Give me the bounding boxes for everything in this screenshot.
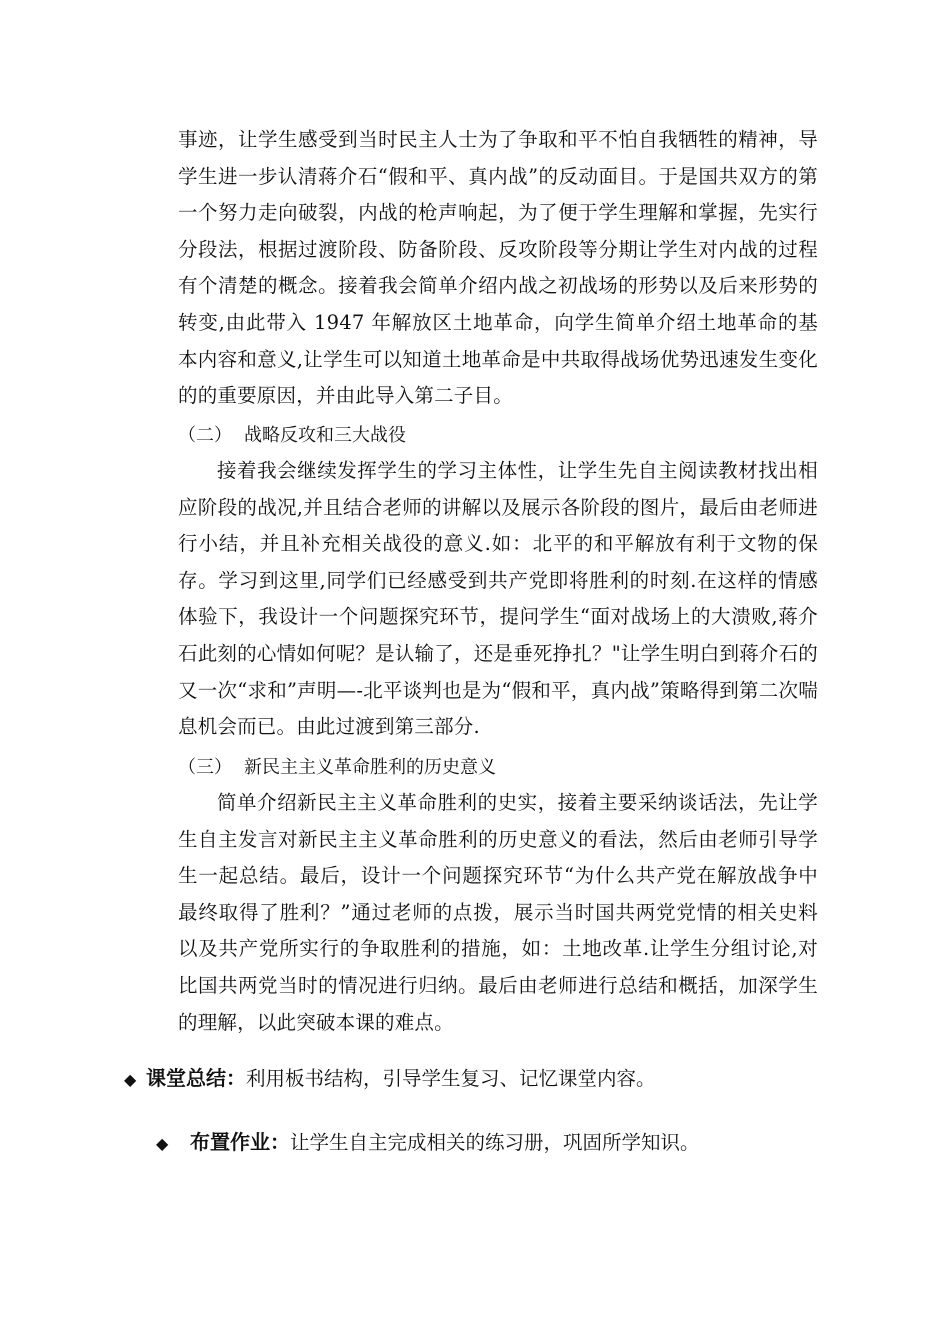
paragraph-historical-significance: 简单介绍新民主主义革命胜利的史实，接着主要采纳谈话法，先让学生自主发言对新民主主义革命胜利的历史意义的看法，然后由老师引导学生一起总结。最后，设计一个问题探究环节“为什么共产党在解放战争中最终取得了胜利？”通过老师的点拨，展示当时国共两党党情的相关史料以及共产党所实行的争取胜利的措施，如：土地改革.让学生分组讨论,对比国共两党当时的情况进行归纳。最后由老师进行总结和概括，加深学生的理解，以此突破本课的难点。 [178, 791, 818, 1034]
summary-text: 利用板书结构，引导学生复习、记忆课堂内容。 [246, 1067, 656, 1090]
section-number: （三） [178, 757, 232, 778]
paragraph-civil-war-intro: 事迹，让学生感受到当时民主人士为了争取和平不怕自我牺牲的精神，导学生进一步认清蒋介石“假和平、真内战”的反动面目。于是国共双方的第一个努力走向破裂，内战的枪声响起，为了便于学生理解和掌握，先实行分段法，根据过渡阶段、防备阶段、反攻阶段等分期让学生对内战的过程有个清楚的概念。接着我会简单介绍内战之初战场的形势以及后来形势的转变,由此带入 1947 年解放区土地革命，向学生简单介绍土地革命的基本内容和意义,让学生可以知道土地革命是中共取得战场优势迅速发生变化的的重要原因，并由此导入第二子目。 [178, 128, 818, 408]
homework-assignment [156, 1127, 700, 1159]
diamond-bullet-icon: ◆ [124, 1070, 137, 1089]
summary-label: 课堂总结： [146, 1066, 246, 1090]
homework-text: 让学生自主完成相关的练习册，巩固所学知识。 [290, 1131, 700, 1154]
section-title: 新民主主义革命胜利的历史意义 [244, 757, 496, 778]
section-heading-3 [178, 753, 496, 783]
section-number: （二） [178, 425, 232, 446]
section-title: 战略反攻和三大战役 [244, 425, 406, 446]
paragraph-strategic-offensive: 接着我会继续发挥学生的学习主体性，让学生先自主阅读教材找出相应阶段的战况,并且结合老师的讲解以及展示各阶段的图片，最后由老师进行小结，并且补充相关战役的意义.如：北平的和平解放有利于文物的保存。学习到这里,同学们已经感受到共产党即将胜利的时刻.在这样的情感体验下，我设计一个问题探究环节，提问学生“面对战场上的大溃败,蒋介石此刻的心情如何呢？是认输了，还是垂死挣扎？"让学生明白到蒋介石的又一次“求和”声明—-北平谈判也是为“假和平，真内战”策略得到第二次喘息机会而已。由此过渡到第三部分. [178, 459, 818, 739]
homework-label: 布置作业： [190, 1130, 290, 1154]
diamond-bullet-icon: ◆ [156, 1134, 169, 1153]
class-summary [124, 1063, 656, 1095]
section-heading-2 [178, 421, 406, 451]
